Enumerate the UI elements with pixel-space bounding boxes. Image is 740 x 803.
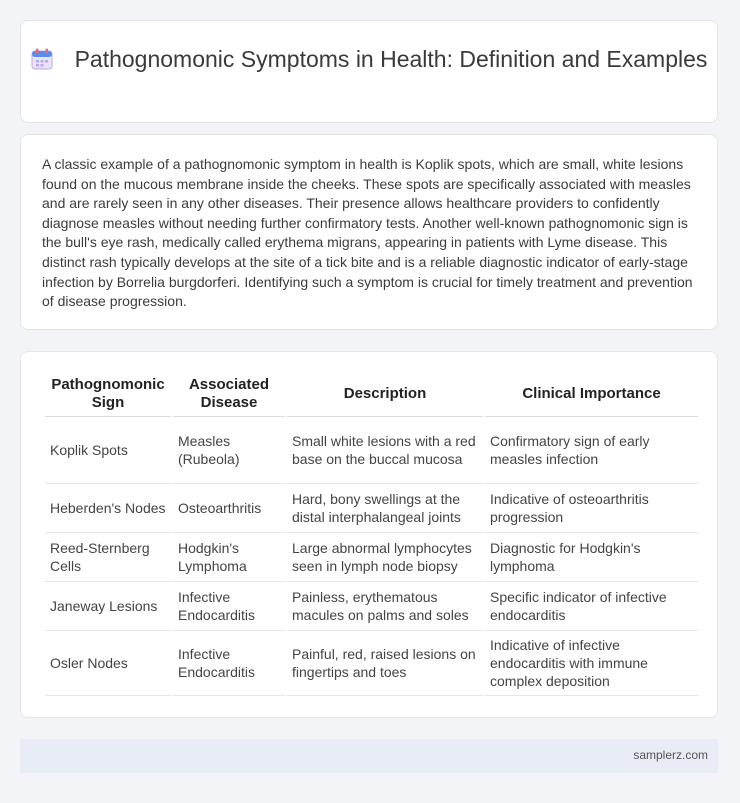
cell-disease: Infective Endocarditis bbox=[173, 631, 285, 696]
cell-sign: Osler Nodes bbox=[45, 631, 171, 696]
cell-importance: Indicative of osteoarthritis progression bbox=[485, 484, 698, 533]
header-importance: Clinical Importance bbox=[485, 372, 698, 417]
cell-description: Small white lesions with a red base on the buccal mucosa bbox=[287, 417, 483, 484]
table-card bbox=[20, 351, 718, 718]
cell-description: Hard, bony swellings at the distal interphalangeal joints bbox=[287, 484, 483, 533]
calendar-icon bbox=[31, 48, 53, 77]
cell-importance: Indicative of infective endocarditis with immune complex deposition bbox=[485, 631, 698, 696]
cell-importance: Confirmatory sign of early measles infection bbox=[485, 417, 698, 484]
cell-disease: Measles (Rubeola) bbox=[173, 417, 285, 484]
table-row bbox=[45, 484, 698, 533]
cell-sign: Janeway Lesions bbox=[45, 582, 171, 631]
page-title: Pathognomonic Symptoms in Health: Definition and Examples bbox=[74, 46, 708, 72]
title-card bbox=[20, 20, 718, 123]
table-row bbox=[45, 533, 698, 582]
cell-importance: Specific indicator of infective endocarditis bbox=[485, 582, 698, 631]
header-disease: Associated Disease bbox=[173, 372, 285, 417]
cell-description: Large abnormal lymphocytes seen in lymph node biopsy bbox=[287, 533, 483, 582]
cell-description: Painful, red, raised lesions on fingertips and toes bbox=[287, 631, 483, 696]
table-header-row bbox=[45, 372, 698, 417]
cell-disease: Osteoarthritis bbox=[173, 484, 285, 533]
cell-disease: Infective Endocarditis bbox=[173, 582, 285, 631]
symptoms-table bbox=[43, 372, 700, 696]
header-description: Description bbox=[287, 372, 483, 417]
header-sign: Pathognomonic Sign bbox=[45, 372, 171, 417]
cell-sign: Reed-Sternberg Cells bbox=[45, 533, 171, 582]
cell-sign: Koplik Spots bbox=[45, 417, 171, 484]
table-row bbox=[45, 582, 698, 631]
page-title-wrap bbox=[21, 45, 717, 77]
cell-importance: Diagnostic for Hodgkin's lymphoma bbox=[485, 533, 698, 582]
intro-card bbox=[20, 134, 718, 330]
cell-description: Painless, erythematous macules on palms and soles bbox=[287, 582, 483, 631]
cell-sign: Heberden's Nodes bbox=[45, 484, 171, 533]
table-row bbox=[45, 631, 698, 696]
footer-bar bbox=[20, 739, 718, 773]
footer-brand[interactable]: samplerz.com bbox=[633, 748, 708, 762]
table-row bbox=[45, 417, 698, 484]
intro-paragraph: A classic example of a pathognomonic symptom in health is Koplik spots, which are small, white lesions found on the mucous membrane inside the cheeks. These spots are specifically associated with measles and are rarely seen in any other diseases. Their presence allows healthcare providers to confidently diagnose measles without needing further confirmatory tests. Another well-known pathognomonic sign is the bull's eye rash, medically called erythema migrans, appearing in patients with Lyme disease. This distinct rash typically develops at the site of a tick bite and is a reliable diagnostic indicator of early-stage infection by Borrelia burgdorferi. Identifying such a symptom is crucial for timely treatment and prevention of disease progression. bbox=[42, 156, 693, 310]
cell-disease: Hodgkin's Lymphoma bbox=[173, 533, 285, 582]
